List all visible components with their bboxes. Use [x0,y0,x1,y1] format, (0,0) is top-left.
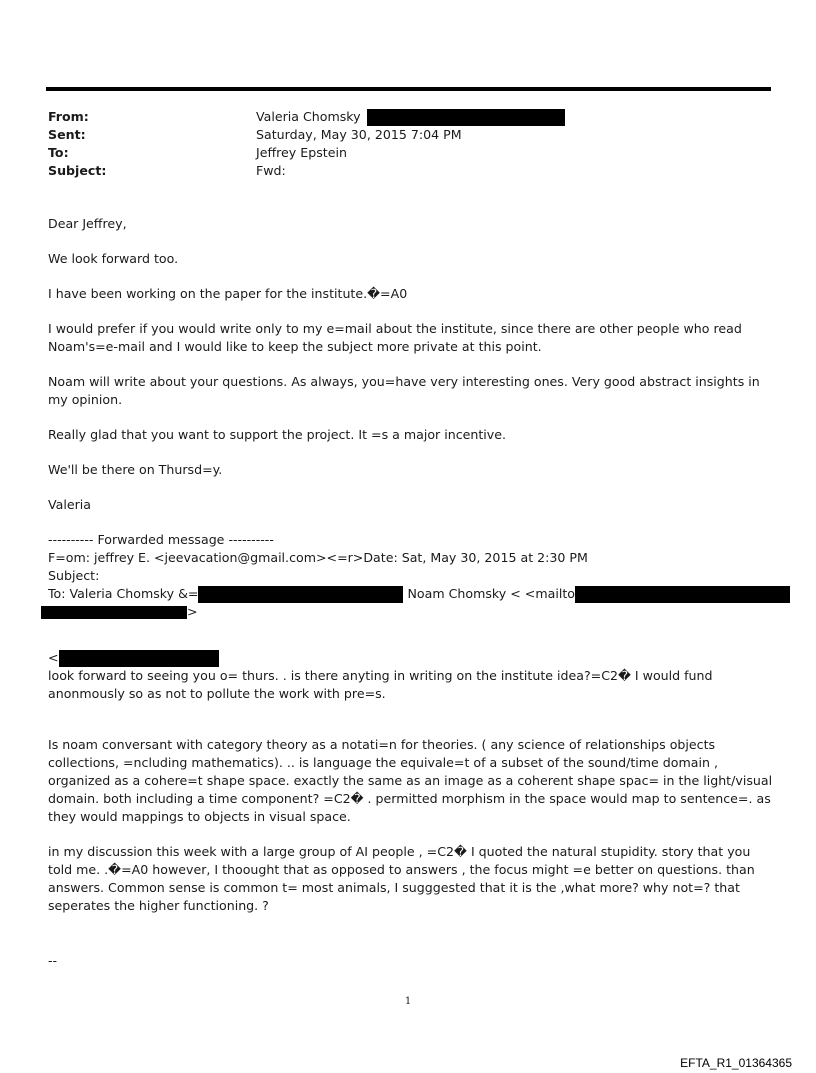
sent-row [48,126,748,144]
forward-paragraph: Is noam conversant with category theory as a notati=n for theories. ( any science of relationships objects collections, =ncluding mathematics). .. is language the equivale=t of a subset of the sound/time domain , organized as a cohere=t shape space. exactly the same as an image as a coherent shape spac= in the light/visual domain. both including a time component? =C2� . permitted morphism in the space would map to sentence=. as they would mappings to objects in visual space. [48,737,773,824]
redaction-block [367,109,565,126]
email-header [48,108,748,180]
redaction-block [59,650,219,667]
redacted-line [48,649,778,667]
body-paragraph: Noam will write about your questions. As always, you=have very interesting ones. Very good abstract insights in my opinion. [48,374,760,407]
redaction-block [575,586,790,603]
from-row [48,108,748,126]
redaction-block [198,586,403,603]
spacer [48,932,778,952]
forward-divider: ---------- Forwarded message ---------- [48,532,274,547]
signature-name: Valeria [48,497,91,512]
forward-to-line [48,585,778,603]
forward-to-cc: Noam Chomsky < <mailto [407,586,575,601]
forward-to-continuation [41,603,778,621]
forward-subject-line: Subject: [48,568,100,583]
spacer [48,621,778,649]
header-rule [46,87,771,91]
body-paragraph: Really glad that you want to support the project. It =s a major incentive. [48,427,506,442]
forward-paragraph: in my discussion this week with a large group of AI people , =C2� I quoted the natural stupidity. story that you told me. .�=A0 however, I thoought that as opposed to answers , the focus might =e better on questions. than answers. Common sense is common t= most animals, I sugggested that it is the ,what more? why not=? that seperates the higher functioning. ? [48,844,755,913]
greeting: Dear Jeffrey, [48,216,127,231]
body-paragraph: I would prefer if you would write only to my e=mail about the institute, since there are other people who read Noam's=e-mail and I would like to keep the subject more private at this point. [48,321,742,354]
forward-to-prefix: To: Valeria Chomsky &= [48,586,199,601]
body-paragraph: I have been working on the paper for the institute.�=A0 [48,286,408,301]
bates-number: EFTA_R1_01364365 [680,1056,792,1070]
spacer [48,720,778,736]
sender-name: Valeria Chomsky [256,109,361,124]
subject-value: Fwd: [256,163,286,178]
forward-paragraph: look forward to seeing you o= thurs. . is there anyting in writing on the institute idea?=C2� I would fund anonmously so as not to pollute the work with pre=s. [48,668,713,701]
subject-row [48,162,748,180]
email-body [48,215,778,970]
to-label: To: [48,145,69,160]
less-than: < [48,650,59,665]
forward-to-end: > [187,604,198,619]
from-label: From: [48,109,89,124]
sent-value: Saturday, May 30, 2015 7:04 PM [256,127,462,142]
body-paragraph: We'll be there on Thursd=y. [48,462,223,477]
subject-label: Subject: [48,163,107,178]
forward-from-line: F=om: jeffrey E. <jeevacation@gmail.com><=r>Date: Sat, May 30, 2015 at 2:30 PM [48,550,588,565]
signature-separator: -- [48,953,58,968]
from-value [256,108,565,126]
sent-label: Sent: [48,127,86,142]
redaction-block [41,606,187,619]
body-paragraph: We look forward too. [48,251,179,266]
to-row [48,144,748,162]
to-value: Jeffrey Epstein [256,145,347,160]
page-number: 1 [404,996,412,1007]
